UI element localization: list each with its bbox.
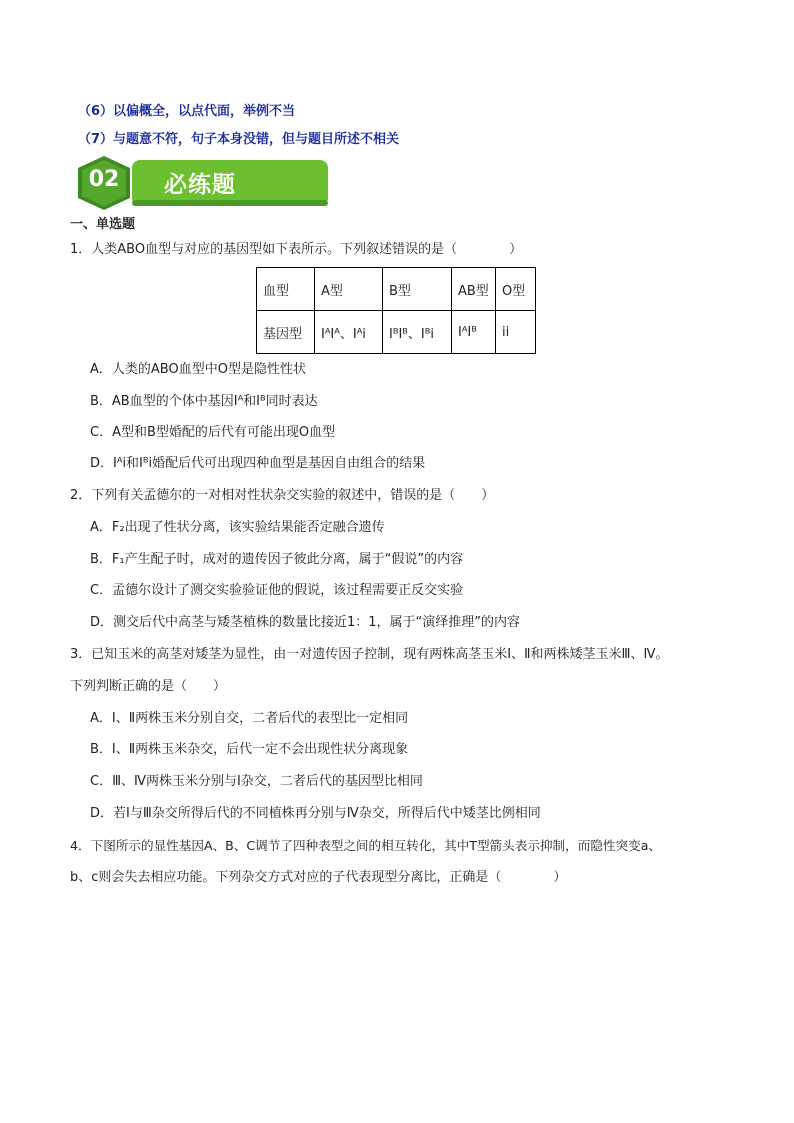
q1-option-c: C．A型和B型婚配的后代有可能出现O血型 bbox=[90, 425, 336, 440]
q2-option-c: C．孟德尔设计了测交实验验证他的假说，该过程需要正反交实验 bbox=[90, 583, 464, 598]
table-cell: A型 bbox=[315, 268, 383, 311]
q2-option-a: A．F₂出现了性状分离，该实验结果能否定融合遗传 bbox=[90, 520, 385, 535]
q3-option-b: B．Ⅰ、Ⅱ两株玉米杂交，后代一定不会出现性状分离现象 bbox=[90, 742, 409, 757]
table-cell: IᴬIᴬ、Iᴬi bbox=[315, 311, 383, 354]
q3-option-c: C．Ⅲ、Ⅳ两株玉米分别与Ⅰ杂交，二者后代的基因型比相同 bbox=[90, 774, 423, 789]
note-7: （7）与题意不符，句子本身没错，但与题目所述不相关 bbox=[78, 132, 400, 147]
note-6: （6）以偏概全，以点代面，举例不当 bbox=[78, 104, 296, 119]
banner-number: 02 bbox=[88, 167, 120, 192]
q4-stem-line1: 4．下图所示的显性基因A、B、C调节了四种表型之间的相互转化，其中T型箭头表示抑制，而隐性突变a、 bbox=[70, 838, 662, 853]
q1-option-a: A．人类的ABO血型中O型是隐性性状 bbox=[90, 362, 306, 377]
q3-option-d: D．若Ⅰ与Ⅲ杂交所得后代的不同植株再分别与Ⅳ杂交，所得后代中矮茎比例相同 bbox=[90, 806, 541, 821]
table-cell: 血型 bbox=[257, 268, 315, 311]
section-banner bbox=[72, 154, 332, 212]
table-cell: AB型 bbox=[452, 268, 496, 311]
q1-option-d: D．Iᴬi和Iᴮi婚配后代可出现四种血型是基因自由组合的结果 bbox=[90, 456, 426, 471]
table-cell: IᴮIᴮ、Iᴮi bbox=[383, 311, 452, 354]
blood-type-table bbox=[256, 267, 536, 354]
table-cell: B型 bbox=[383, 268, 452, 311]
table-cell: IᴬIᴮ bbox=[452, 311, 496, 354]
q1-option-b: B．AB血型的个体中基因Iᴬ和Iᴮ同时表达 bbox=[90, 394, 318, 409]
q3-option-a: A．Ⅰ、Ⅱ两株玉米分别自交，二者后代的表型比一定相同 bbox=[90, 711, 409, 726]
q3-stem-line2: 下列判断正确的是（ ） bbox=[70, 679, 227, 694]
q1-stem: 1．人类ABO血型与对应的基因型如下表所示。下列叙述错误的是（ ） bbox=[70, 242, 523, 257]
q2-option-b: B．F₁产生配子时，成对的遗传因子彼此分离，属于“假说”的内容 bbox=[90, 552, 464, 567]
q2-stem: 2．下列有关孟德尔的一对相对性状杂交实验的叙述中，错误的是（ ） bbox=[70, 488, 495, 503]
table-cell: 基因型 bbox=[257, 311, 315, 354]
section-heading: 一、单选题 bbox=[70, 217, 136, 232]
banner-title: 必练题 bbox=[164, 172, 236, 198]
table-cell: ii bbox=[496, 311, 536, 354]
table-cell: O型 bbox=[496, 268, 536, 311]
q3-stem-line1: 3．已知玉米的高茎对矮茎为显性，由一对遗传因子控制，现有两株高茎玉米Ⅰ、Ⅱ和两株矮茎玉米Ⅲ、Ⅳ。 bbox=[70, 647, 669, 662]
q2-option-d: D．测交后代中高茎与矮茎植株的数量比接近1：1，属于“演绎推理”的内容 bbox=[90, 615, 521, 630]
q4-stem-line2: b、c则会失去相应功能。下列杂交方式对应的子代表现型分离比，正确是（ ） bbox=[70, 870, 567, 885]
